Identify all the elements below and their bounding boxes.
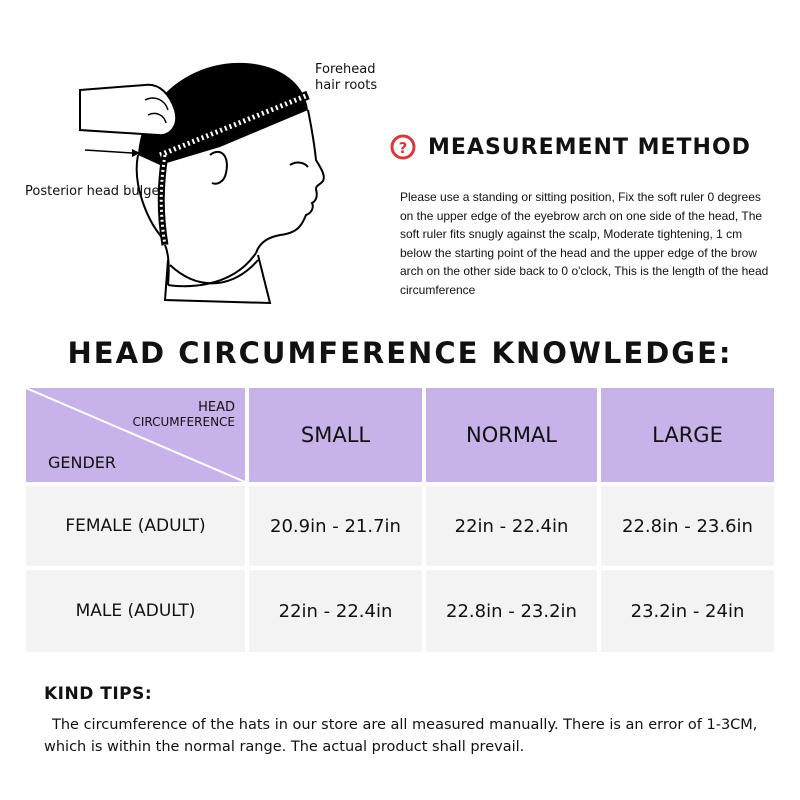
corner-head-line2: CIRCUMFERENCE: [132, 415, 235, 429]
kind-tips-text: The circumference of the hats in our store are all measured manually. There is an error of 1-3CM, which is within the normal range. The actual product shall prevail.: [44, 717, 758, 755]
head-circumference-label: [132, 400, 235, 430]
row-header-male: MALE (ADULT): [26, 570, 245, 652]
column-header-large: LARGE: [601, 388, 774, 482]
measurement-method-text: Please use a standing or sitting position, Fix the soft ruler 0 degrees on the upper edge of the eyebrow arch on one side of the head, The soft ruler fits snugly against the scalp, Moderate tightening, 1 cm below the starting point of the head and the upper edge of the brow arch on the other side back to 0 o'clock, This is the length of the head circumference: [400, 190, 769, 297]
question-circle-icon: [390, 134, 416, 160]
head-circumference-knowledge-title: HEAD CIRCUMFERENCE KNOWLEDGE:: [67, 336, 733, 370]
female-normal-cell: 22in - 22.4in: [426, 486, 597, 566]
posterior-head-bulge-label: Posterior head bulge: [25, 184, 160, 199]
female-large-cell: 22.8in - 23.6in: [601, 486, 774, 566]
male-small-cell: 22in - 22.4in: [249, 570, 422, 652]
column-header-normal: NORMAL: [426, 388, 597, 482]
kind-tips-title: KIND TIPS:: [44, 684, 153, 704]
male-normal-cell: 22.8in - 23.2in: [426, 570, 597, 652]
corner-head-line1: HEAD: [198, 400, 235, 415]
table-corner-cell: [26, 388, 245, 482]
female-small-cell: 20.9in - 21.7in: [249, 486, 422, 566]
column-header-small: SMALL: [249, 388, 422, 482]
measurement-method-title: MEASUREMENT METHOD: [428, 134, 751, 160]
forehead-hair-roots-label: Forehead hair roots: [315, 62, 378, 93]
svg-text:?: ?: [398, 139, 408, 157]
row-header-female: FEMALE (ADULT): [26, 486, 245, 566]
measurement-method-header: [390, 134, 751, 160]
gender-label: GENDER: [48, 453, 117, 472]
male-large-cell: 23.2in - 24in: [601, 570, 774, 652]
